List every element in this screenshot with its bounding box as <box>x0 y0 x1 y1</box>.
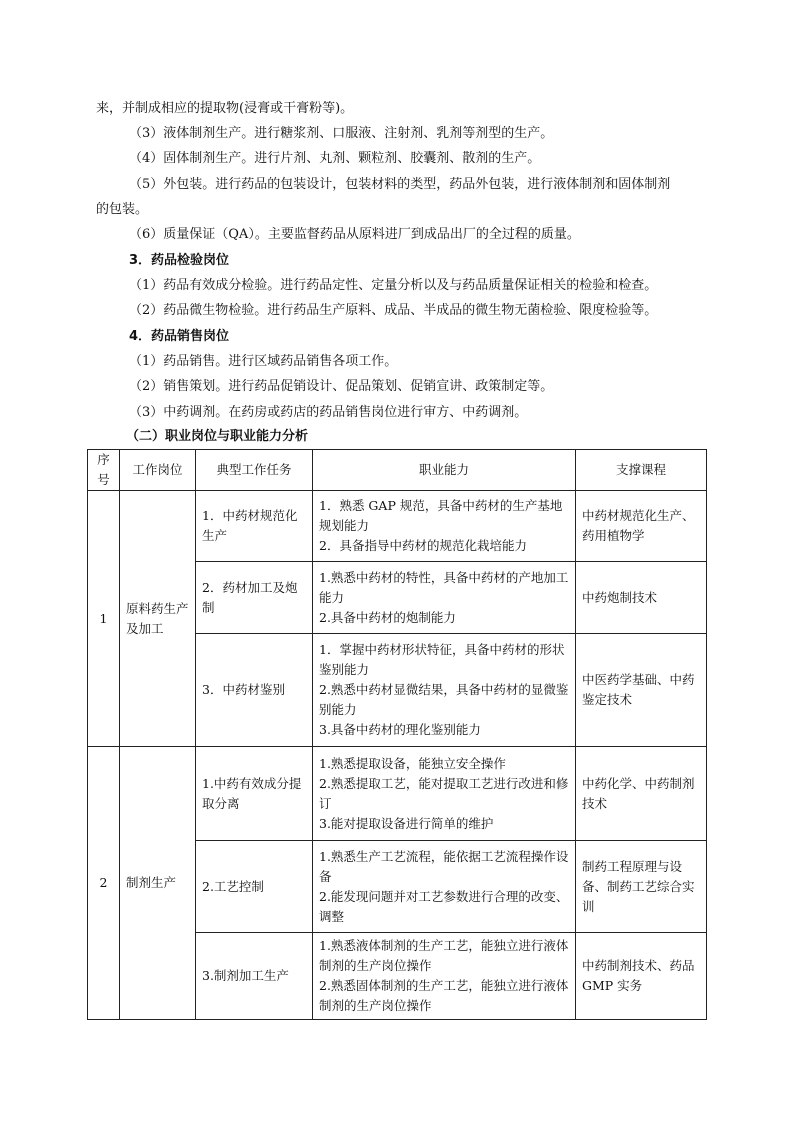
task-cell: 1.中药有效成分提取分离 <box>196 747 313 841</box>
task-cell: 2．药材加工及炮制 <box>196 562 313 634</box>
course-cell: 中药化学、中药制剂技术 <box>576 747 707 841</box>
ability-line: 1．熟悉 GAP 规范，具备中药材的生产基地规划能力 <box>319 498 563 533</box>
post-cell: 制剂生产 <box>120 747 196 1020</box>
paragraph: （3）中药调剂。在药房或药店的药品销售岗位进行审方、中药调剂。 <box>129 405 528 420</box>
ability-line: 3.能对提取设备进行简单的维护 <box>319 815 494 831</box>
paragraph: （1）药品有效成分检验。进行药品定性、定量分析以及与药品质量保证相关的检验和检查。 <box>129 278 658 293</box>
post-cell: 原料药生产及加工 <box>120 491 196 747</box>
paragraph: 来，并制成相应的提取物(浸膏或干膏粉等)。 <box>96 101 354 116</box>
table-header-row <box>88 450 707 491</box>
ability-line: 1．掌握中药材形状特征，具备中药材的形状鉴别能力 <box>319 642 565 677</box>
ability-line: 1.熟悉生产工艺流程，能依据工艺流程操作设备 <box>319 848 569 884</box>
paragraph: （2）销售策划。进行药品促销设计、促品策划、促销宣讲、政策制定等。 <box>129 379 554 394</box>
table-caption: （二）职业岗位与职业能力分析 <box>126 429 309 444</box>
ability-line: 3.具备中药材的理化鉴别能力 <box>319 722 481 737</box>
ability-line: 2.熟悉固体制剂的生产工艺，能独立进行液体制剂的生产岗位操作 <box>319 978 569 1013</box>
ability-line: 2.具备中药材的炮制能力 <box>319 609 456 625</box>
ability-line: 1.熟悉液体制剂的生产工艺，能独立进行液体制剂的生产岗位操作 <box>319 938 569 973</box>
ability-cell <box>313 491 576 562</box>
ability-line: 2.能发现问题并对工艺参数进行合理的改变、调整 <box>319 888 569 924</box>
ability-line: 1.熟悉中药材的特性，具备中药材的产地加工能力 <box>319 569 569 605</box>
ability-line: 2.熟悉中药材显微结果，具备中药材的显微鉴别能力 <box>319 682 569 717</box>
course-cell: 中药制剂技术、药品 GMP 实务 <box>576 933 707 1020</box>
task-cell: 3.制剂加工生产 <box>196 933 313 1020</box>
ability-cell <box>313 634 576 747</box>
ability-line: 2.熟悉提取工艺，能对提取工艺进行改进和修订 <box>319 775 569 811</box>
paragraph: （6）质量保证（QA）。主要监督药品从原料进厂到成品出厂的全过程的质量。 <box>129 227 580 242</box>
paragraph: （1）药品销售。进行区域药品销售各项工作。 <box>129 354 398 369</box>
course-cell: 制药工程原理与设备、制药工艺综合实训 <box>576 841 707 933</box>
header-task: 典型工作任务 <box>196 450 313 491</box>
task-cell: 1．中药材规范化生产 <box>196 491 313 562</box>
paragraph: （2）药品微生物检验。进行药品生产原料、成品、半成品的微生物无菌检验、限度检验等。 <box>129 303 658 318</box>
course-cell: 中药炮制技术 <box>576 562 707 634</box>
course-cell: 中药材规范化生产、药用植物学 <box>576 491 707 562</box>
ability-cell <box>313 841 576 933</box>
task-cell: 3．中药材鉴别 <box>196 634 313 747</box>
job-ability-table <box>87 449 707 1020</box>
table-row <box>88 747 707 841</box>
paragraph: 的包装。 <box>96 202 149 217</box>
seq-cell: 2 <box>88 747 120 1020</box>
ability-cell <box>313 933 576 1020</box>
header-course: 支撑课程 <box>576 450 707 491</box>
seq-cell: 1 <box>88 491 120 747</box>
course-cell: 中医药学基础、中药鉴定技术 <box>576 634 707 747</box>
header-post: 工作岗位 <box>120 450 196 491</box>
paragraph: （4）固体制剂生产。进行片剂、丸剂、颗粒剂、胶囊剂、散剂的生产。 <box>129 151 541 166</box>
section-heading: 3．药品检验岗位 <box>129 253 230 268</box>
header-seq: 序号 <box>88 450 120 491</box>
header-ability: 职业能力 <box>313 450 576 491</box>
task-cell: 2.工艺控制 <box>196 841 313 933</box>
section-heading: 4．药品销售岗位 <box>129 329 230 344</box>
paragraph: （3）液体制剂生产。进行糖浆剂、口服液、注射剂、乳剂等剂型的生产。 <box>129 126 554 141</box>
table-row <box>88 491 707 562</box>
ability-cell <box>313 562 576 634</box>
ability-line: 1.熟悉提取设备，能独立安全操作 <box>319 755 506 771</box>
ability-cell <box>313 747 576 841</box>
paragraph: （5）外包装。进行药品的包装设计，包装材料的类型，药品外包装，进行液体制剂和固体制剂 <box>129 177 671 192</box>
ability-line: 2．具备指导中药材的规范化栽培能力 <box>319 538 527 553</box>
